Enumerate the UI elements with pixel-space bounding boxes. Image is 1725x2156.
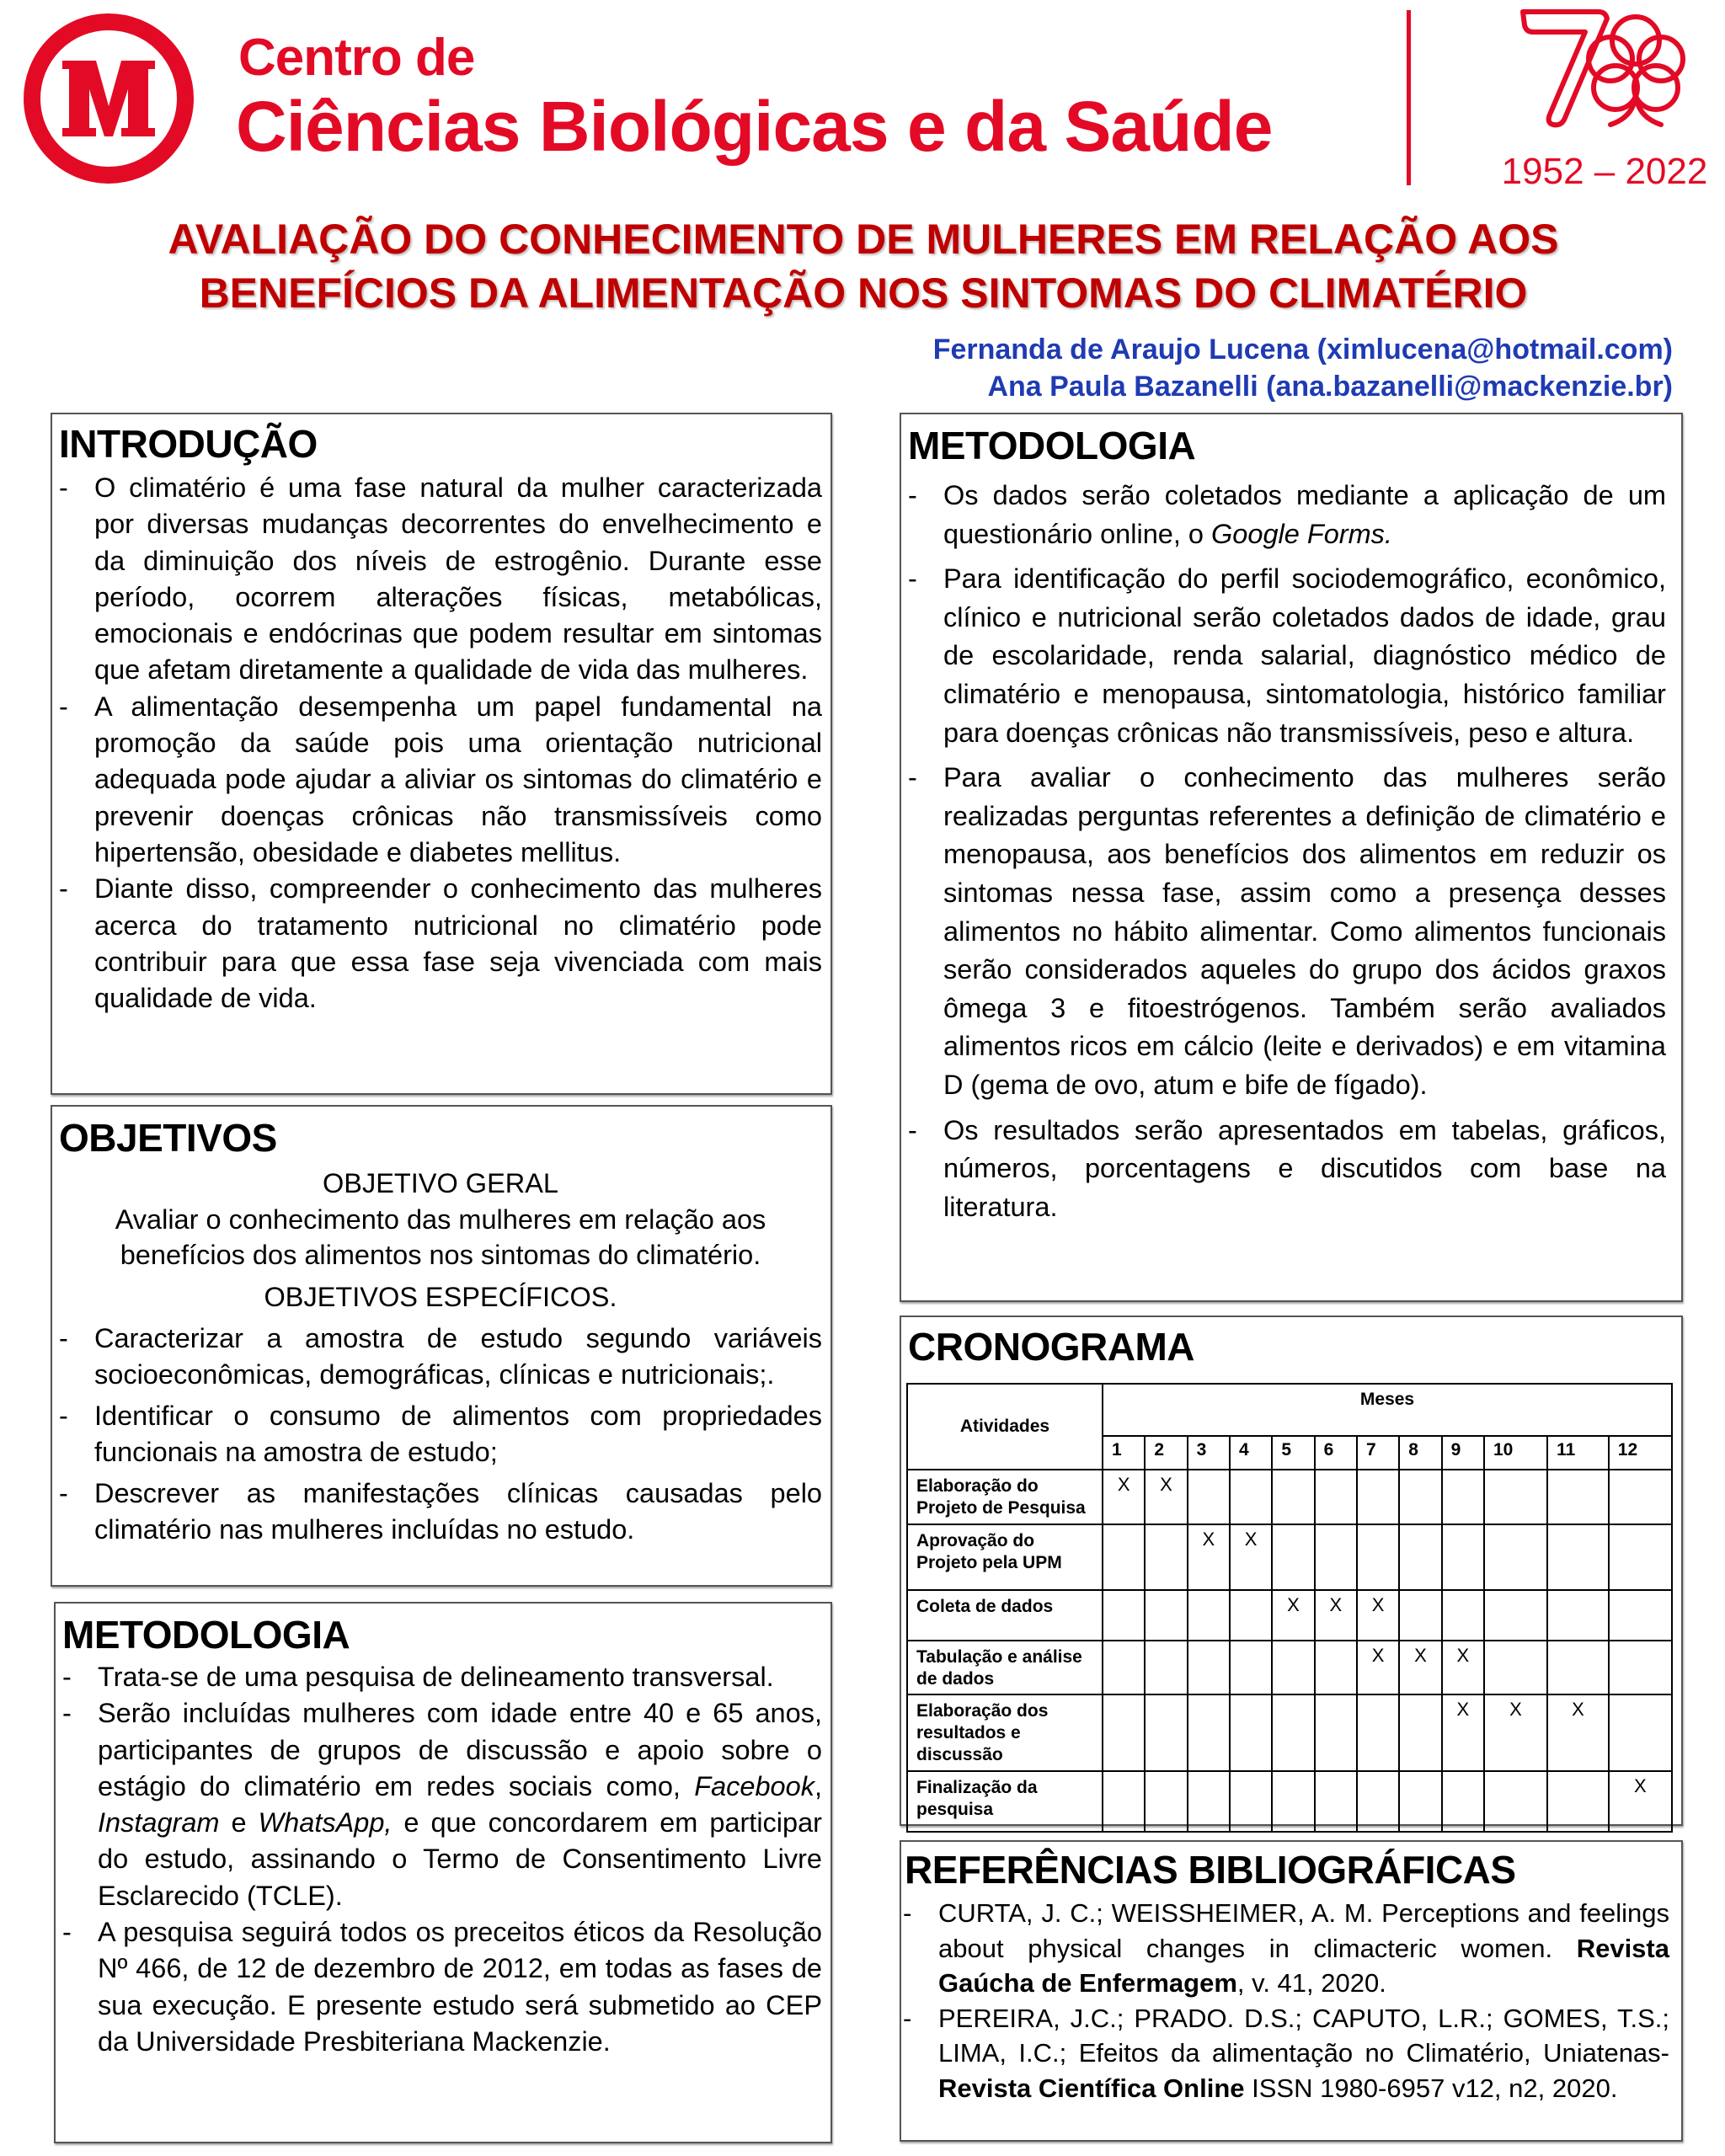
- poster-title: [51, 212, 1676, 320]
- metodologia-left-section: [54, 1602, 832, 2143]
- referencias-list: [903, 1896, 1669, 2105]
- month-cell: X: [1399, 1641, 1441, 1694]
- text: ISSN 1980-6957 v12, n2, 2020.: [1244, 2073, 1618, 2103]
- introducao-list: [59, 470, 822, 1017]
- month-cell: [1103, 1771, 1145, 1832]
- month-cell: [1103, 1641, 1145, 1694]
- month-cell: [1442, 1590, 1484, 1641]
- authors: [933, 331, 1673, 405]
- author-1: Fernanda de Araujo Lucena (ximlucena@hotmail.com): [932, 334, 1673, 366]
- month-cell: [1188, 1470, 1230, 1524]
- month-header: 2: [1145, 1436, 1187, 1470]
- section-heading: INTRODUÇÃO: [59, 422, 318, 466]
- activity-cell: Elaboração dos resultados e discussão: [907, 1694, 1103, 1771]
- table-row: [907, 1771, 1672, 1832]
- activity-cell: Aprovação do Projeto pela UPM: [907, 1524, 1103, 1590]
- month-cell: [1145, 1641, 1187, 1694]
- month-cell: [1609, 1524, 1672, 1590]
- section-heading: METODOLOGIA: [62, 1613, 350, 1657]
- month-header: 12: [1609, 1436, 1672, 1470]
- journal-name: Revista Gaúcha de Enfermagem: [938, 1933, 1669, 1998]
- objetivos-especificos-list: [59, 1321, 822, 1548]
- month-cell: [1315, 1641, 1357, 1694]
- month-cell: [1547, 1771, 1609, 1832]
- month-cell: [1399, 1524, 1441, 1590]
- introducao-section: [51, 413, 832, 1095]
- month-cell: [1145, 1771, 1187, 1832]
- month-cell: [1145, 1524, 1187, 1590]
- table-row: [907, 1590, 1672, 1641]
- section-heading: REFERÊNCIAS BIBLIOGRÁFICAS: [905, 1848, 1516, 1892]
- brand-line-1: Centro de: [238, 29, 475, 87]
- month-cell: X: [1145, 1470, 1187, 1524]
- month-cell: [1547, 1470, 1609, 1524]
- month-cell: [1188, 1771, 1230, 1832]
- month-cell: [1484, 1641, 1547, 1694]
- cronograma-section: [900, 1315, 1683, 1826]
- month-cell: X: [1103, 1470, 1145, 1524]
- text: CURTA, J. C.; WEISSHEIMER, A. M. Perceptions and feelings about physical changes in climacteric women.: [938, 1898, 1669, 1963]
- month-cell: [1272, 1771, 1314, 1832]
- month-cell: X: [1547, 1694, 1609, 1771]
- text: Serão incluídas mulheres com idade entre 40 e 65 anos, participantes de grupos de discussão e apoio sobre o estágio do climatério em redes sociais como,: [98, 1698, 822, 1801]
- month-cell: [1230, 1771, 1272, 1832]
- column-header-months: Meses: [1103, 1384, 1672, 1436]
- month-cell: [1315, 1694, 1357, 1771]
- list-item: [908, 477, 1666, 553]
- list-item: - Caracterizar a amostra de estudo segundo variáveis socioeconômicas, demográficas, clínicas e nutricionais;.: [59, 1321, 822, 1393]
- month-cell: [1547, 1641, 1609, 1694]
- month-cell: [1484, 1590, 1547, 1641]
- activity-cell: Elaboração do Projeto de Pesquisa: [907, 1470, 1103, 1524]
- text: , v. 41, 2020.: [1236, 1968, 1386, 1998]
- anniversary-years: 1952 – 2022: [1501, 151, 1708, 192]
- activity-cell: Tabulação e análise de dados: [907, 1641, 1103, 1694]
- month-cell: [1103, 1524, 1145, 1590]
- objetivos-especificos-label: OBJETIVOS ESPECÍFICOS.: [264, 1282, 617, 1312]
- italic-google-forms: Google Forms.: [1211, 518, 1392, 549]
- section-heading: OBJETIVOS: [59, 1116, 277, 1160]
- list-item: - Descrever as manifestações clínicas causadas pelo climatério nas mulheres incluídas no estudo.: [59, 1476, 822, 1548]
- month-cell: [1188, 1641, 1230, 1694]
- month-header: 6: [1315, 1436, 1357, 1470]
- activity-cell: Coleta de dados: [907, 1590, 1103, 1641]
- month-cell: [1145, 1590, 1187, 1641]
- text: Os dados serão coletados mediante a aplicação de um questionário online, o: [943, 480, 1666, 549]
- month-cell: [1609, 1590, 1672, 1641]
- referencias-section: [900, 1840, 1683, 2142]
- month-cell: [1357, 1771, 1399, 1832]
- month-header: 8: [1399, 1436, 1441, 1470]
- month-cell: [1272, 1470, 1314, 1524]
- italic-instagram: Instagram: [98, 1807, 220, 1838]
- header-divider: [1407, 10, 1411, 185]
- month-cell: [1315, 1771, 1357, 1832]
- table-row: [907, 1694, 1672, 1771]
- month-cell: X: [1230, 1524, 1272, 1590]
- month-cell: [1272, 1641, 1314, 1694]
- metodologia-left-list: [62, 1659, 822, 2060]
- month-cell: [1399, 1694, 1441, 1771]
- month-header: 3: [1188, 1436, 1230, 1470]
- objetivos-section: [51, 1105, 832, 1587]
- list-item: - A pesquisa seguirá todos os preceitos éticos da Resolução Nº 466, de 12 de dezembro de 2012, em todas as fases de sua execução. E presente estudo será submetido ao CEP da Universidade Presbiteriana Mackenzie.: [62, 1914, 822, 2060]
- month-cell: [1103, 1590, 1145, 1641]
- mackenzie-logo-icon: [22, 12, 195, 185]
- month-header: 5: [1272, 1436, 1314, 1470]
- italic-whatsapp: WhatsApp,: [258, 1807, 393, 1838]
- month-cell: [1609, 1470, 1672, 1524]
- table-row: [907, 1641, 1672, 1694]
- month-header: 7: [1357, 1436, 1399, 1470]
- metodologia-right-list: [908, 477, 1666, 1226]
- month-cell: [1357, 1524, 1399, 1590]
- month-header: 4: [1230, 1436, 1272, 1470]
- metodologia-right-section: [900, 413, 1683, 1302]
- text: e que concordarem em participar do estudo, assinando o Termo de Consentimento Livre Esclarecido (TCLE).: [98, 1807, 822, 1911]
- month-cell: [1484, 1524, 1547, 1590]
- month-cell: [1547, 1590, 1609, 1641]
- month-cell: [1188, 1590, 1230, 1641]
- reference-item: [903, 1896, 1669, 2001]
- title-line-1: AVALIAÇÃO DO CONHECIMENTO DE MULHERES EM RELAÇÃO AOS: [168, 216, 1559, 263]
- list-item: - Os resultados serão apresentados em tabelas, gráficos, números, porcentagens e discutidos com base na literatura.: [908, 1112, 1666, 1227]
- month-cell: X: [1609, 1771, 1672, 1832]
- journal-name: Revista Científica Online: [938, 2073, 1245, 2103]
- month-cell: [1315, 1524, 1357, 1590]
- title-line-2: BENEFÍCIOS DA ALIMENTAÇÃO NOS SINTOMAS DO CLIMATÉRIO: [199, 270, 1528, 317]
- month-cell: [1188, 1694, 1230, 1771]
- month-cell: [1484, 1470, 1547, 1524]
- month-cell: X: [1315, 1590, 1357, 1641]
- month-cell: X: [1442, 1694, 1484, 1771]
- month-cell: [1399, 1470, 1441, 1524]
- month-cell: [1442, 1771, 1484, 1832]
- month-cell: X: [1188, 1524, 1230, 1590]
- list-item: [62, 1695, 822, 1914]
- month-cell: [1230, 1641, 1272, 1694]
- month-cell: [1399, 1771, 1441, 1832]
- month-cell: X: [1357, 1590, 1399, 1641]
- list-item: - Para identificação do perfil sociodemográfico, econômico, clínico e nutricional serão coletados dados de idade, grau de escolaridade, renda salarial, diagnóstico médico de climatério e menopausa, sintomatologia, histórico familiar para doenças crônicas não transmissíveis, peso e altura.: [908, 560, 1666, 752]
- month-cell: [1484, 1771, 1547, 1832]
- seventy-years-tree-icon: [1516, 7, 1706, 131]
- month-cell: X: [1357, 1641, 1399, 1694]
- month-header: 11: [1547, 1436, 1609, 1470]
- objetivo-geral-label: OBJETIVO GERAL: [323, 1168, 558, 1198]
- month-cell: X: [1442, 1641, 1484, 1694]
- month-cell: X: [1484, 1694, 1547, 1771]
- month-cell: [1547, 1524, 1609, 1590]
- month-cell: [1609, 1641, 1672, 1694]
- text: PEREIRA, J.C.; PRADO. D.S.; CAPUTO, L.R.; GOMES, T.S.; LIMA, I.C.; Efeitos da alimentação no Climatério, Uniatenas-: [938, 2003, 1669, 2068]
- month-header: 10: [1484, 1436, 1547, 1470]
- month-cell: [1230, 1590, 1272, 1641]
- list-item: - Identificar o consumo de alimentos com propriedades funcionais na amostra de estudo;: [59, 1398, 822, 1470]
- month-cell: [1442, 1470, 1484, 1524]
- list-item: - A alimentação desempenha um papel fundamental na promoção da saúde pois uma orientação nutricional adequada pode ajudar a aliviar os sintomas do climatério e prevenir doenças crônicas não transmissíveis como hipertensão, obesidade e diabetes mellitus.: [59, 689, 822, 871]
- month-cell: [1442, 1524, 1484, 1590]
- table-row: [907, 1470, 1672, 1524]
- text: ,: [814, 1770, 822, 1801]
- month-cell: [1609, 1694, 1672, 1771]
- section-heading: METODOLOGIA: [908, 424, 1196, 467]
- month-cell: [1230, 1470, 1272, 1524]
- month-header: 9: [1442, 1436, 1484, 1470]
- month-cell: [1399, 1590, 1441, 1641]
- list-item: - O climatério é uma fase natural da mulher caracterizada por diversas mudanças decorrentes do envelhecimento e da diminuição dos níveis de estrogênio. Durante esse período, ocorrem alterações físicas, metabólicas, emocionais e endócrinas que podem resultar em sintomas que afetam diretamente a qualidade de vida das mulheres.: [59, 470, 822, 689]
- text: e: [219, 1807, 259, 1838]
- month-cell: [1103, 1694, 1145, 1771]
- objetivo-geral-text: Avaliar o conhecimento das mulheres em relação aos benefícios dos alimentos nos sintomas do climatério.: [115, 1204, 766, 1270]
- month-cell: [1272, 1524, 1314, 1590]
- month-cell: [1272, 1694, 1314, 1771]
- month-cell: [1357, 1470, 1399, 1524]
- month-cell: [1315, 1470, 1357, 1524]
- column-header-activities: Atividades: [907, 1384, 1103, 1470]
- month-cell: X: [1272, 1590, 1314, 1641]
- month-cell: [1230, 1694, 1272, 1771]
- cronograma-table: [906, 1383, 1673, 1833]
- italic-facebook: Facebook: [694, 1770, 814, 1801]
- author-2: Ana Paula Bazanelli (ana.bazanelli@mackenzie.br): [987, 371, 1673, 403]
- month-cell: [1357, 1694, 1399, 1771]
- month-header: 1: [1103, 1436, 1145, 1470]
- reference-item: [903, 2001, 1669, 2106]
- brand-line-2: Ciências Biológicas e da Saúde: [236, 87, 1273, 166]
- activity-cell: Finalização da pesquisa: [907, 1771, 1103, 1832]
- cronograma-body: [907, 1470, 1672, 1832]
- list-item: - Diante disso, compreender o conhecimento das mulheres acerca do tratamento nutricional no climatério pode contribuir para que essa fase seja vivenciada com mais qualidade de vida.: [59, 871, 822, 1017]
- list-item: - Para avaliar o conhecimento das mulheres serão realizadas perguntas referentes a definição de climatério e menopausa, aos benefícios dos alimentos em reduzir os sintomas nessa fase, assim como a presença desses alimentos no hábito alimentar. Como alimentos funcionais serão considerados aqueles do grupo dos ácidos graxos ômega 3 e fitoestrógenos. Também serão avaliados alimentos ricos em cálcio (leite e derivados) e em vitamina D (gema de ovo, atum e bife de fígado).: [908, 759, 1666, 1104]
- list-item: - Trata-se de uma pesquisa de delineamento transversal.: [62, 1659, 822, 1695]
- section-heading: CRONOGRAMA: [908, 1325, 1194, 1369]
- month-cell: [1145, 1694, 1187, 1771]
- table-row: [907, 1524, 1672, 1590]
